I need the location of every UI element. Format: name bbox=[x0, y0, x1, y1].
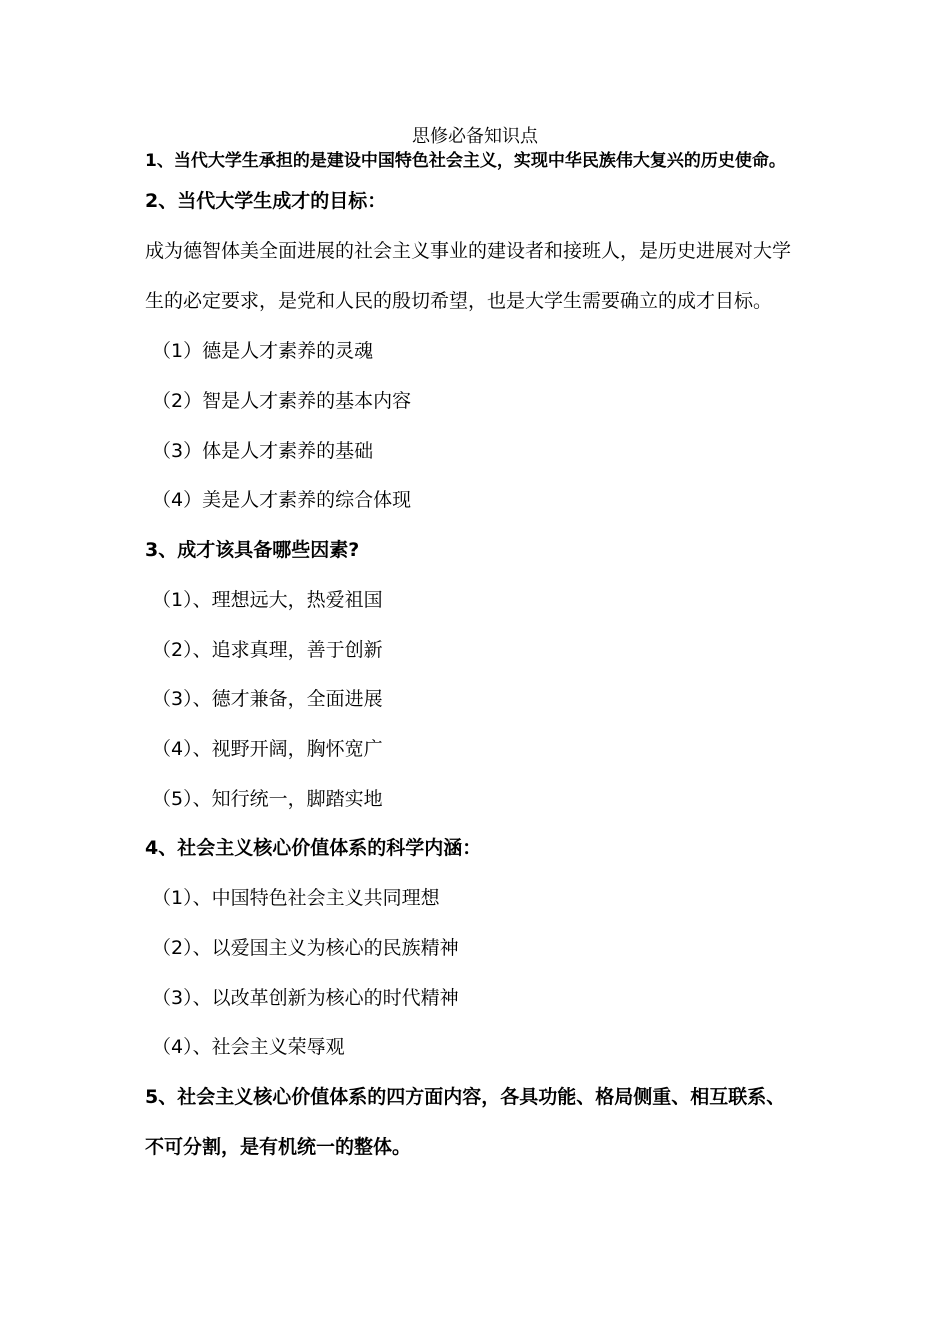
point-5-text: 5、社会主义核心价值体系的四方面内容，各具功能、格局侧重、相互联系、 bbox=[145, 1086, 786, 1108]
list-item: （1）、中国特色社会主义共同理想 bbox=[152, 887, 440, 909]
list-item: （4）、社会主义荣辱观 bbox=[152, 1036, 345, 1058]
point-5-text-continued: 不可分割，是有机统一的整体。 bbox=[145, 1136, 412, 1158]
list-item: （2）、追求真理，善于创新 bbox=[152, 639, 383, 661]
list-item: （3）体是人才素养的基础 bbox=[152, 440, 374, 462]
list-item: （2）、以爱国主义为核心的民族精神 bbox=[152, 937, 459, 959]
list-item: （4）美是人才素养的综合体现 bbox=[152, 489, 412, 511]
paragraph-line: 生的必定要求，是党和人民的殷切希望，也是大学生需要确立的成才目标。 bbox=[145, 290, 773, 312]
list-item: （3）、德才兼备，全面进展 bbox=[152, 688, 383, 710]
point-2-heading: 2、当代大学生成才的目标： bbox=[145, 190, 387, 212]
point-4-heading: 4、社会主义核心价值体系的科学内涵： bbox=[145, 837, 482, 859]
list-item: （3）、以改革创新为核心的时代精神 bbox=[152, 987, 459, 1009]
point-3-heading: 3、成才该具备哪些因素? bbox=[145, 539, 360, 561]
list-item: （4）、视野开阔，胸怀宽广 bbox=[152, 738, 383, 760]
list-item: （5）、知行统一，脚踏实地 bbox=[152, 788, 383, 810]
page-title: 思修必备知识点 bbox=[412, 126, 538, 147]
list-item: （2）智是人才素养的基本内容 bbox=[152, 390, 412, 412]
list-item: （1）、理想远大，热爱祖国 bbox=[152, 589, 383, 611]
paragraph-line: 成为德智体美全面进展的社会主义事业的建设者和接班人，是历史进展对大学 bbox=[145, 240, 792, 262]
point-1-text: 1、当代大学生承担的是建设中国特色社会主义，实现中华民族伟大复兴的历史使命。 bbox=[145, 151, 786, 171]
list-item: （1）德是人才素养的灵魂 bbox=[152, 340, 374, 362]
